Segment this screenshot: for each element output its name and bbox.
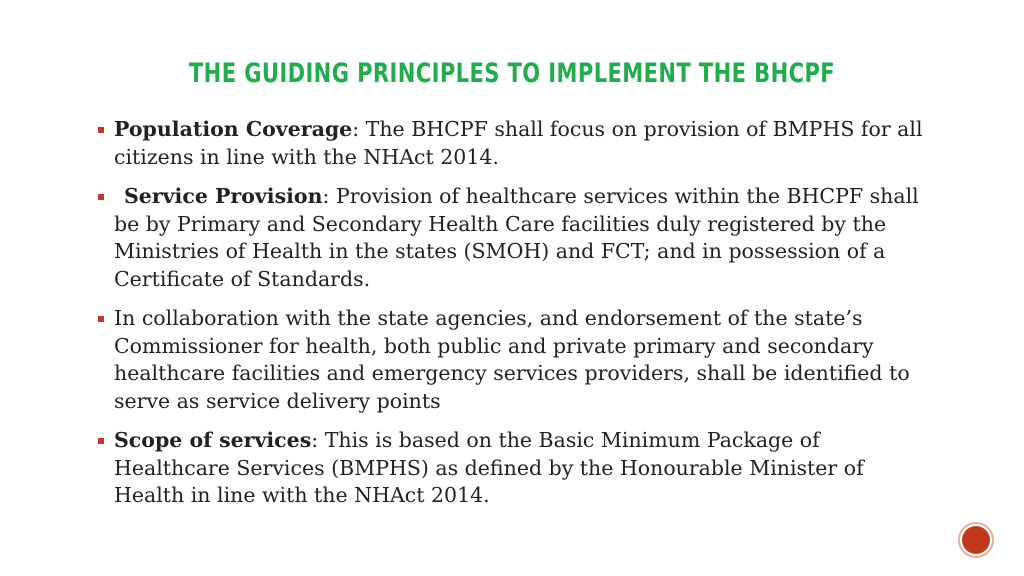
logo-circle-icon bbox=[958, 522, 994, 558]
slide-title: THE GUIDING PRINCIPLES TO IMPLEMENT THE BHCPF bbox=[188, 58, 836, 89]
bullet-scope-of-services bbox=[98, 427, 928, 510]
bullet-separator: : bbox=[311, 428, 325, 452]
square-bullet-icon bbox=[98, 438, 104, 444]
square-bullet-icon bbox=[98, 127, 104, 133]
bullet-service-provision bbox=[98, 183, 928, 293]
bullet-text: This is based on the Basic Minimum Package of Healthcare Services (BMPHS) as defined by the Honourable Minister of Health in line with the NHAct 2014. bbox=[114, 428, 864, 507]
bullet-population-coverage bbox=[98, 116, 928, 171]
bullet-text: Provision of healthcare services within the BHCPF shall be by Primary and Secondary Health Care facilities duly registered by the Ministries of Health in the states (SMOH) and FCT; and in possession of a Certificate of Standards. bbox=[114, 184, 919, 291]
bullet-list bbox=[98, 116, 928, 522]
bullet-label: Population Coverage bbox=[114, 117, 353, 141]
bullet-separator: : bbox=[322, 184, 336, 208]
bullet-label: Service Provision bbox=[124, 184, 323, 208]
square-bullet-icon bbox=[98, 316, 104, 322]
square-bullet-icon bbox=[98, 194, 104, 200]
logo-inner-circle bbox=[962, 526, 990, 554]
bullet-separator: : bbox=[352, 117, 366, 141]
bullet-label: Scope of services bbox=[114, 428, 312, 452]
bullet-text: The BHCPF shall focus on provision of BMPHS for all citizens in line with the NHAct 2014. bbox=[114, 117, 923, 169]
bullet-collaboration bbox=[98, 305, 928, 415]
bullet-text: In collaboration with the state agencies, and endorsement of the state’s Commissioner for health, both public and private primary and secondary healthcare facilities and emergency services providers, shall be identified to serve as service delivery points bbox=[114, 306, 910, 413]
